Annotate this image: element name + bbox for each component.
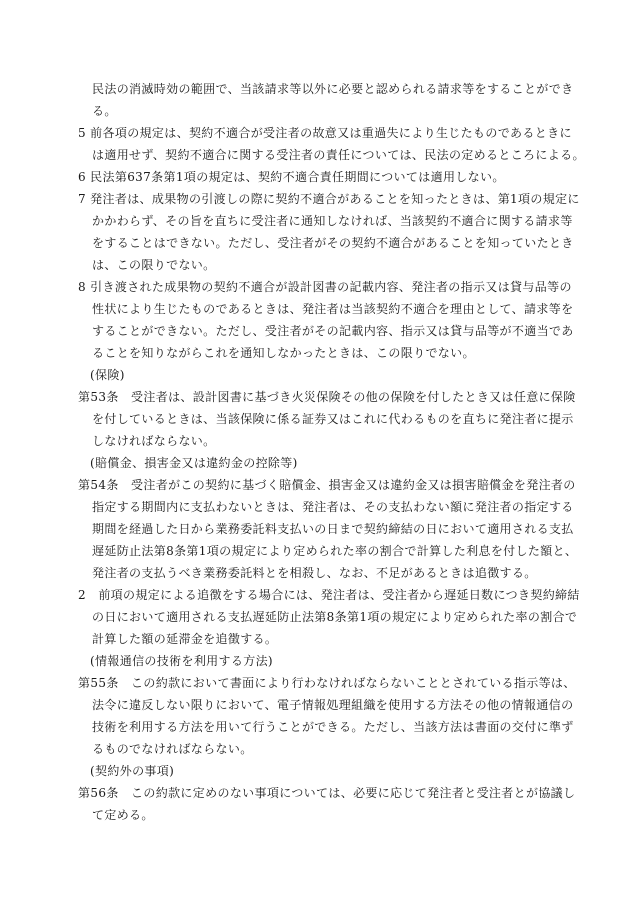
article-heading: 第54条 受注者がこの契約に基づく賠償金、損害金又は違約金又は損害賠償金を発注者の [78, 478, 576, 492]
text-line: しなければならない。 [92, 434, 216, 448]
text-line: 計算した額の延滞金を追徴する。 [92, 632, 278, 646]
text-line: 2 前項の規定による追徴をする場合には、発注者は、受注者から遅延日数につき契約締結 [78, 588, 580, 602]
text-line: て定める。 [92, 808, 154, 822]
text-line: 5 前各項の規定は、契約不適合が受注者の故意又は重過失により生じたものであるときに [78, 126, 572, 140]
text-line: 民法の消滅時効の範囲で、当該請求等以外に必要と認められる請求等をすることができ [92, 82, 574, 96]
text-line: 期間を経過した日から業務委託料支払いの日まで契約締結の日において適用される支払 [92, 522, 574, 536]
text-line: 指定する期間内に支払わないときは、発注者は、その支払わない額に発注者の指定する [92, 500, 574, 514]
text-line: かかわらず、その旨を直ちに受注者に通知しなければ、当該契約不適合に関する請求等 [92, 214, 573, 228]
text-line: を付しているときは、当該保険に係る証券又はこれに代わるものを直ちに発注者に提示 [92, 412, 574, 426]
text-line: 7 発注者は、成果物の引渡しの際に契約不適合があることを知ったときは、第1項の規定に [78, 192, 580, 206]
section-caption: (契約外の事項) [90, 764, 175, 778]
section-caption: (賠償金、損害金又は違約金の控除等) [90, 456, 298, 470]
text-line: る。 [92, 104, 117, 118]
text-line: は、この限りでない。 [92, 258, 216, 272]
text-line: 性状により生じたものであるときは、発注者は当該契約不適合を理由として、請求等を [92, 302, 574, 316]
text-line: をすることはできない。ただし、受注者がその契約不適合があることを知っていたとき [92, 236, 574, 250]
text-line: 法令に違反しない限りにおいて、電子情報処理組織を使用する方法その他の情報通信の [92, 698, 574, 712]
text-line: ることを知りながらこれを通知しなかったときは、この限りでない。 [92, 346, 475, 360]
text-line: るものでなければならない。 [92, 742, 253, 756]
text-line: 技術を利用する方法を用いて行うことができる。ただし、当該方法は書面の交付に準ず [92, 720, 574, 734]
text-line: 6 民法第637条第1項の規定は、契約不適合責任期間については適用しない。 [78, 170, 505, 184]
text-line: の日において適用される支払遅延防止法第8条第1項の規定により定められた率の割合で [92, 610, 578, 624]
article-heading: 第53条 受注者は、設計図書に基づき火災保険その他の保険を付したとき又は任意に保険 [78, 390, 576, 404]
text-line: 8 引き渡された成果物の契約不適合が設計図書の記載内容、発注者の指示又は貸与品等の [78, 280, 572, 294]
text-line: 発注者の支払うべき業務委託料とを相殺し、なお、不足があるときは追徴する。 [92, 566, 537, 580]
section-caption: (情報通信の技術を利用する方法) [90, 654, 273, 668]
article-heading: 第56条 この約款に定めのない事項については、必要に応じて発注者と受注者とが協議し [78, 786, 576, 800]
text-line: することができない。ただし、受注者がその記載内容、指示又は貸与品等が不適当であ [92, 324, 574, 338]
article-heading: 第55条 この約款において書面により行わなければならないこととされている指示等は、 [78, 676, 576, 690]
section-caption: (保険) [90, 368, 125, 382]
text-line: 遅延防止法第8条第1項の規定により定められた率の割合で計算した利息を付した額と、 [92, 544, 578, 558]
text-line: は適用せず、契約不適合に関する受注者の責任については、民法の定めるところによる。 [92, 148, 585, 162]
